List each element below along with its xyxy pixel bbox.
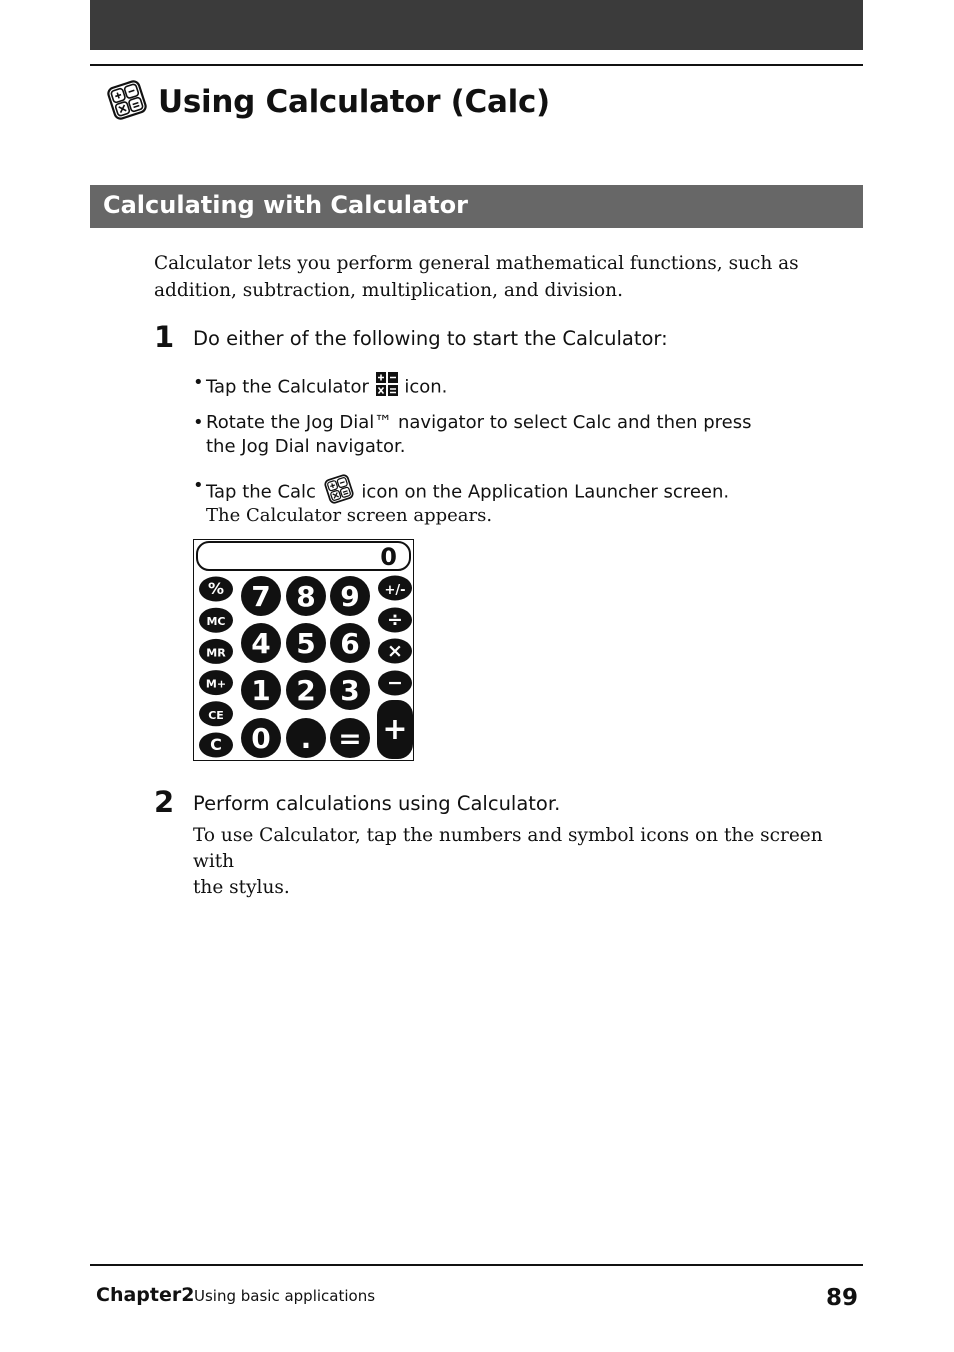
calc-operator-label: +/- (384, 583, 406, 598)
calc-digit-label: 3 (340, 674, 360, 707)
calc-plus-label: + (382, 712, 408, 747)
calculator-keypad-image (194, 540, 413, 760)
footer-chapter: Chapter2 (96, 1284, 195, 1306)
bullet-dot: • (193, 412, 204, 433)
calc-digit-label: 1 (251, 674, 271, 707)
page-title-row (106, 78, 550, 126)
page-title: Using Calculator (Calc) (158, 84, 550, 120)
calc-key-label: MC (206, 615, 226, 629)
calculator-screenshot (193, 539, 414, 761)
section-heading: Calculating with Calculator (103, 191, 468, 219)
step-number-1: 1 (154, 320, 175, 354)
intro-line: addition, subtraction, multiplication, and division. (154, 280, 623, 301)
calc-digit-label: . (300, 722, 312, 755)
bullet-item-jog-dial (193, 411, 826, 459)
bullet-dot: • (193, 372, 204, 393)
bullet-text: icon. (404, 376, 448, 398)
calc-digit-label: 2 (296, 674, 316, 707)
bullet-text: Tap the Calculator (206, 376, 369, 398)
calc-key-label: % (207, 579, 225, 598)
calc-digit-label: = (338, 722, 362, 755)
calc-operator-label: ÷ (387, 609, 403, 631)
step-1-instruction: Do either of the following to start the Calculator: (193, 327, 668, 350)
footer-rule (90, 1264, 863, 1266)
calc-key-label: C (210, 735, 222, 754)
step-number-2: 2 (154, 785, 175, 819)
calc-digit-label: 5 (296, 627, 316, 660)
step-2-instruction: Perform calculations using Calculator. (193, 792, 561, 815)
bullet-dot: • (193, 475, 204, 496)
calc-digit-label: 6 (340, 627, 360, 660)
section-heading-band (90, 185, 863, 228)
bullet-text: Tap the Calc (206, 481, 316, 503)
calculator-display-value: 0 (380, 543, 397, 571)
calc-digit-label: 8 (296, 580, 316, 613)
header-rule (90, 64, 863, 66)
page-number: 89 (826, 1285, 859, 1311)
step-2-note (193, 823, 863, 901)
calc-digit-label: 0 (251, 722, 271, 755)
calc-digit-label: 9 (340, 580, 360, 613)
step-2-note-line: the stylus. (193, 877, 290, 898)
bullet-text: icon on the Application Launcher screen. (361, 481, 730, 503)
bullet-text: the Jog Dial navigator. (206, 436, 406, 457)
step-1-result-note: The Calculator screen appears. (206, 505, 493, 526)
calc-key-label: CE (208, 708, 224, 722)
bullet-text: Rotate the Jog Dial™ navigator to select Calc and then press (206, 412, 752, 433)
bullet-item-calculator-button (193, 371, 448, 404)
calc-app-icon (106, 79, 148, 125)
top-banner (90, 0, 863, 50)
calc-operator-label: − (387, 672, 403, 694)
intro-line: Calculator lets you perform general mathematical functions, such as (154, 253, 799, 274)
step-2-note-line: To use Calculator, tap the numbers and symbol icons on the screen with (193, 825, 823, 872)
calc-operator-label: × (387, 640, 403, 662)
calc-key-label: MR (206, 646, 226, 660)
calculator-button-icon (375, 371, 399, 404)
calc-digit-label: 4 (251, 627, 271, 660)
calc-key-label: M+ (205, 677, 227, 691)
calc-digit-label: 7 (251, 580, 271, 613)
calculator-display (197, 542, 410, 570)
footer-chapter-title: Using basic applications (194, 1287, 376, 1305)
intro-paragraph (154, 250, 804, 304)
